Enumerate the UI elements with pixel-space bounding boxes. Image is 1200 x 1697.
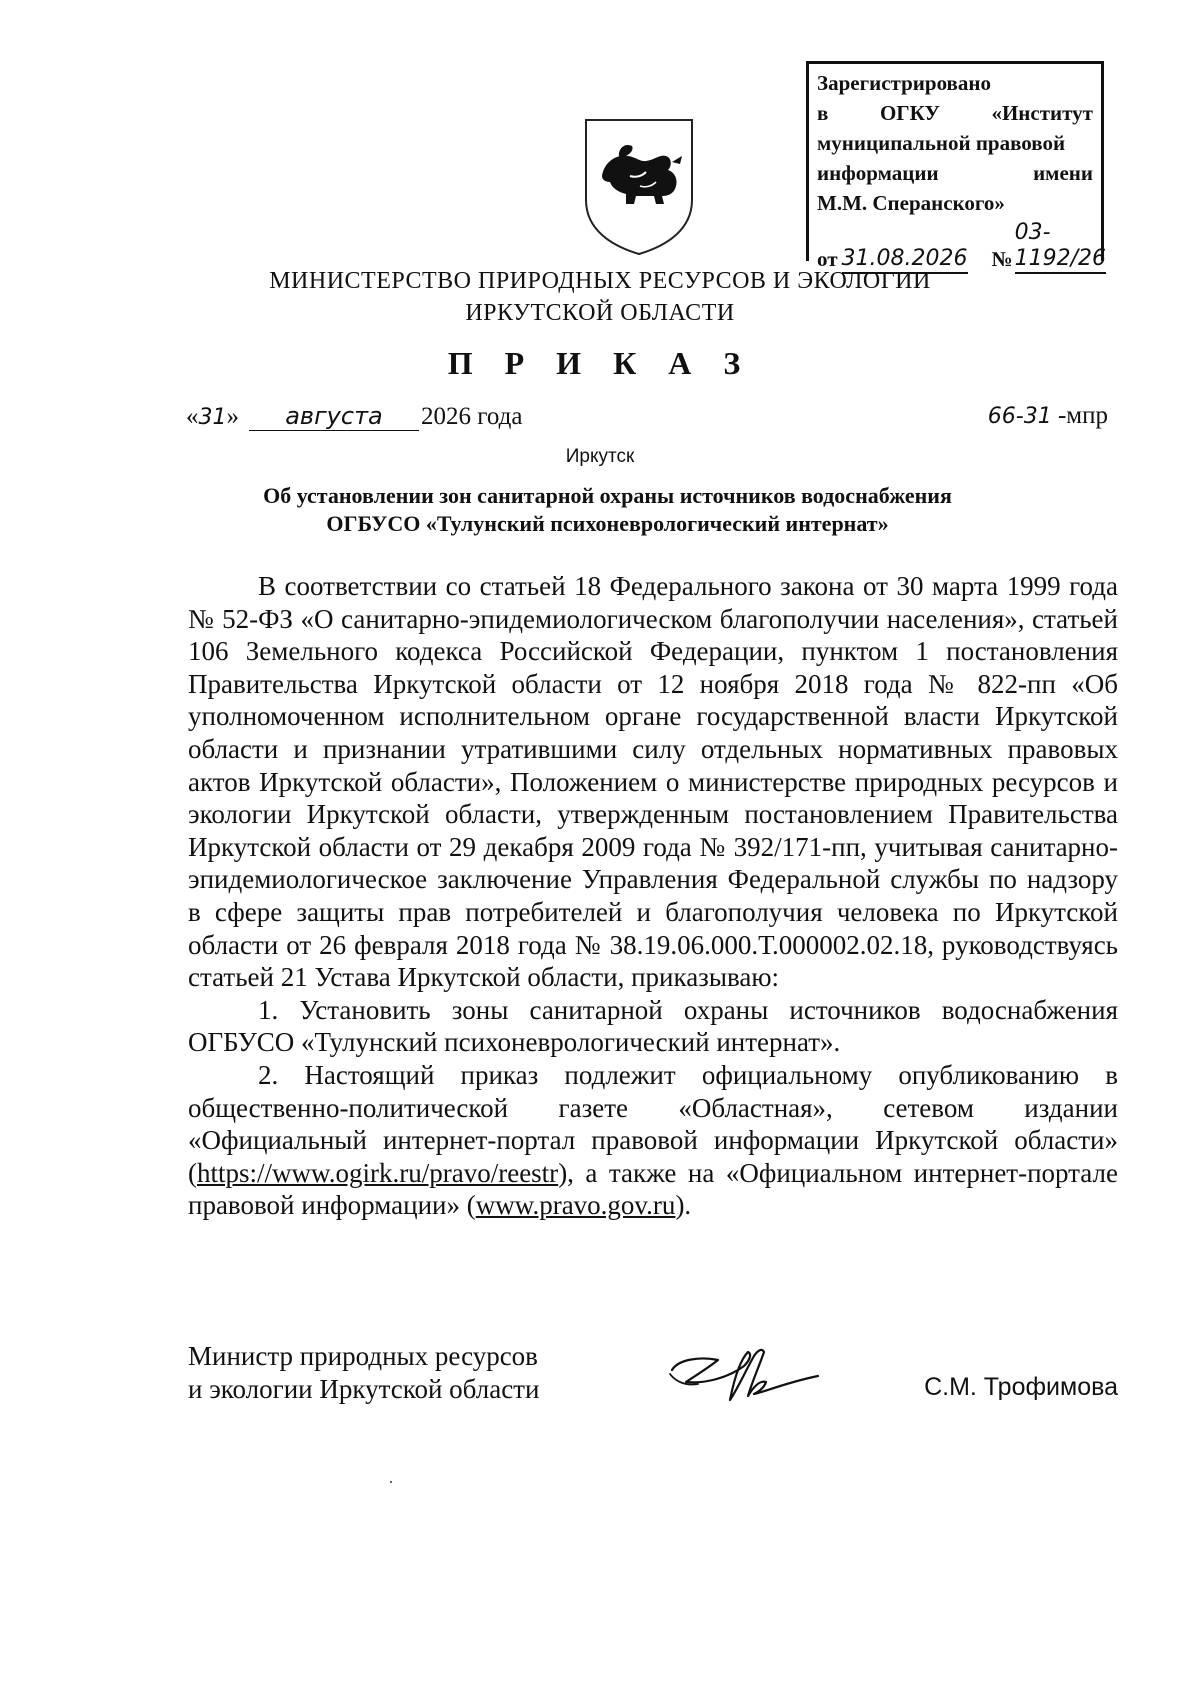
stamp-word: имени bbox=[1033, 161, 1093, 185]
stamp-line-4 bbox=[817, 158, 1093, 188]
coat-of-arms-icon bbox=[580, 116, 698, 256]
registration-stamp bbox=[806, 61, 1107, 271]
body-paragraph-2: 1. Установить зоны санитарной охраны источников водоснабжения ОГБУСО «Тулунский психоневрологический интернат». bbox=[188, 994, 1118, 1058]
order-title: П Р И К А З bbox=[447, 345, 753, 381]
subject-line-1: Об установлении зон санитарной охраны источников водоснабжения bbox=[263, 483, 952, 508]
ministry-name-line-2: ИРКУТСКОЙ ОБЛАСТИ bbox=[465, 300, 735, 326]
ministry-name-line-1: МИНИСТЕРСТВО ПРИРОДНЫХ РЕСУРСОВ И ЭКОЛОГИИ bbox=[269, 268, 931, 294]
scan-speck bbox=[390, 1481, 392, 1483]
order-body bbox=[188, 570, 1118, 1222]
para3-text-a: 2. Настоящий приказ подлежит официальному опубликованию в общественно-политической газете «Областная», сетевом издании «Официальный интернет-портал правовой информации Иркутской области» ( bbox=[188, 1059, 1118, 1188]
order-year: 2026 года bbox=[421, 403, 523, 430]
stamp-line-2 bbox=[817, 98, 1093, 128]
signer-title bbox=[188, 1340, 539, 1406]
stamp-date-value: 31.08.2026 bbox=[842, 246, 968, 274]
signer-title-line-2: и экологии Иркутской области bbox=[188, 1374, 540, 1404]
ogirk-link[interactable]: https://www.ogirk.ru/pravo/reestr bbox=[197, 1157, 559, 1188]
signer-title-line-1: Министр природных ресурсов bbox=[188, 1341, 538, 1371]
pravo-gov-link[interactable]: www.pravo.gov.ru bbox=[475, 1190, 676, 1221]
stamp-line-5: М.М. Сперанского» bbox=[817, 191, 1005, 215]
subject-line-2: ОГБУСО «Тулунский психоневрологический интернат» bbox=[326, 511, 889, 536]
order-subject bbox=[180, 482, 1035, 538]
body-paragraph-1: В соответствии со статьей 18 Федерального закона от 30 марта 1999 года № 52-ФЗ «О санитарно-эпидемиологическом благополучии населения», статьей 106 Земельного кодекса Российской Федерации, пунктом 1 постановления Правительства Иркутской области от 12 ноября 2018 года № 822-пп «Об уполномоченном исполнительном органе государственной власти Иркутской области и признании утратившими силу отдельных нормативных правовых актов Иркутской области», Положением о министерстве природных ресурсов и экологии Иркутской области, утвержденным постановлением Правительства Иркутской области от 29 декабря 2009 года № 392/171-пп, учитывая санитарно-эпидемиологическое заключение Управления Федеральной службы по надзору в сфере защиты прав потребителей и благополучия человека по Иркутской области от 26 февраля 2018 года № 38.19.06.000.Т.000002.02.18, руководствуясь статьей 21 Устава Иркутской области, приказываю: bbox=[188, 571, 1118, 993]
body-paragraph-3 bbox=[188, 1059, 1118, 1222]
stamp-word: информации bbox=[817, 161, 939, 185]
order-month: августа bbox=[249, 402, 419, 431]
para3-text-c: ). bbox=[675, 1190, 692, 1221]
signer-name: С.М. Трофимова bbox=[924, 1373, 1118, 1401]
order-number-suffix: -мпр bbox=[1051, 402, 1108, 429]
close-quote: » bbox=[226, 403, 239, 430]
order-number-value: 66-31 bbox=[987, 404, 1052, 429]
stamp-date-label: от bbox=[817, 247, 838, 271]
handwritten-signature bbox=[668, 1330, 828, 1420]
para3-text-b: ), а также на «Официальном интернет-портале правовой информации» ( bbox=[188, 1157, 1118, 1221]
stamp-word: ОГКУ bbox=[879, 101, 940, 125]
order-date bbox=[186, 402, 522, 431]
stamp-number-label: № bbox=[991, 247, 1013, 271]
order-city: Иркутск bbox=[565, 446, 635, 467]
stamp-number-value: 03-1192/26 bbox=[1015, 220, 1106, 274]
open-quote: « bbox=[186, 403, 199, 430]
order-number bbox=[988, 402, 1108, 430]
stamp-registration-row bbox=[817, 220, 1107, 274]
stamp-line-1: Зарегистрировано bbox=[817, 71, 991, 95]
stamp-word: «Институт bbox=[991, 101, 1093, 125]
stamp-word: в bbox=[817, 101, 829, 125]
order-day: 31 bbox=[198, 405, 227, 430]
stamp-line-3: муниципальной правовой bbox=[817, 131, 1066, 155]
